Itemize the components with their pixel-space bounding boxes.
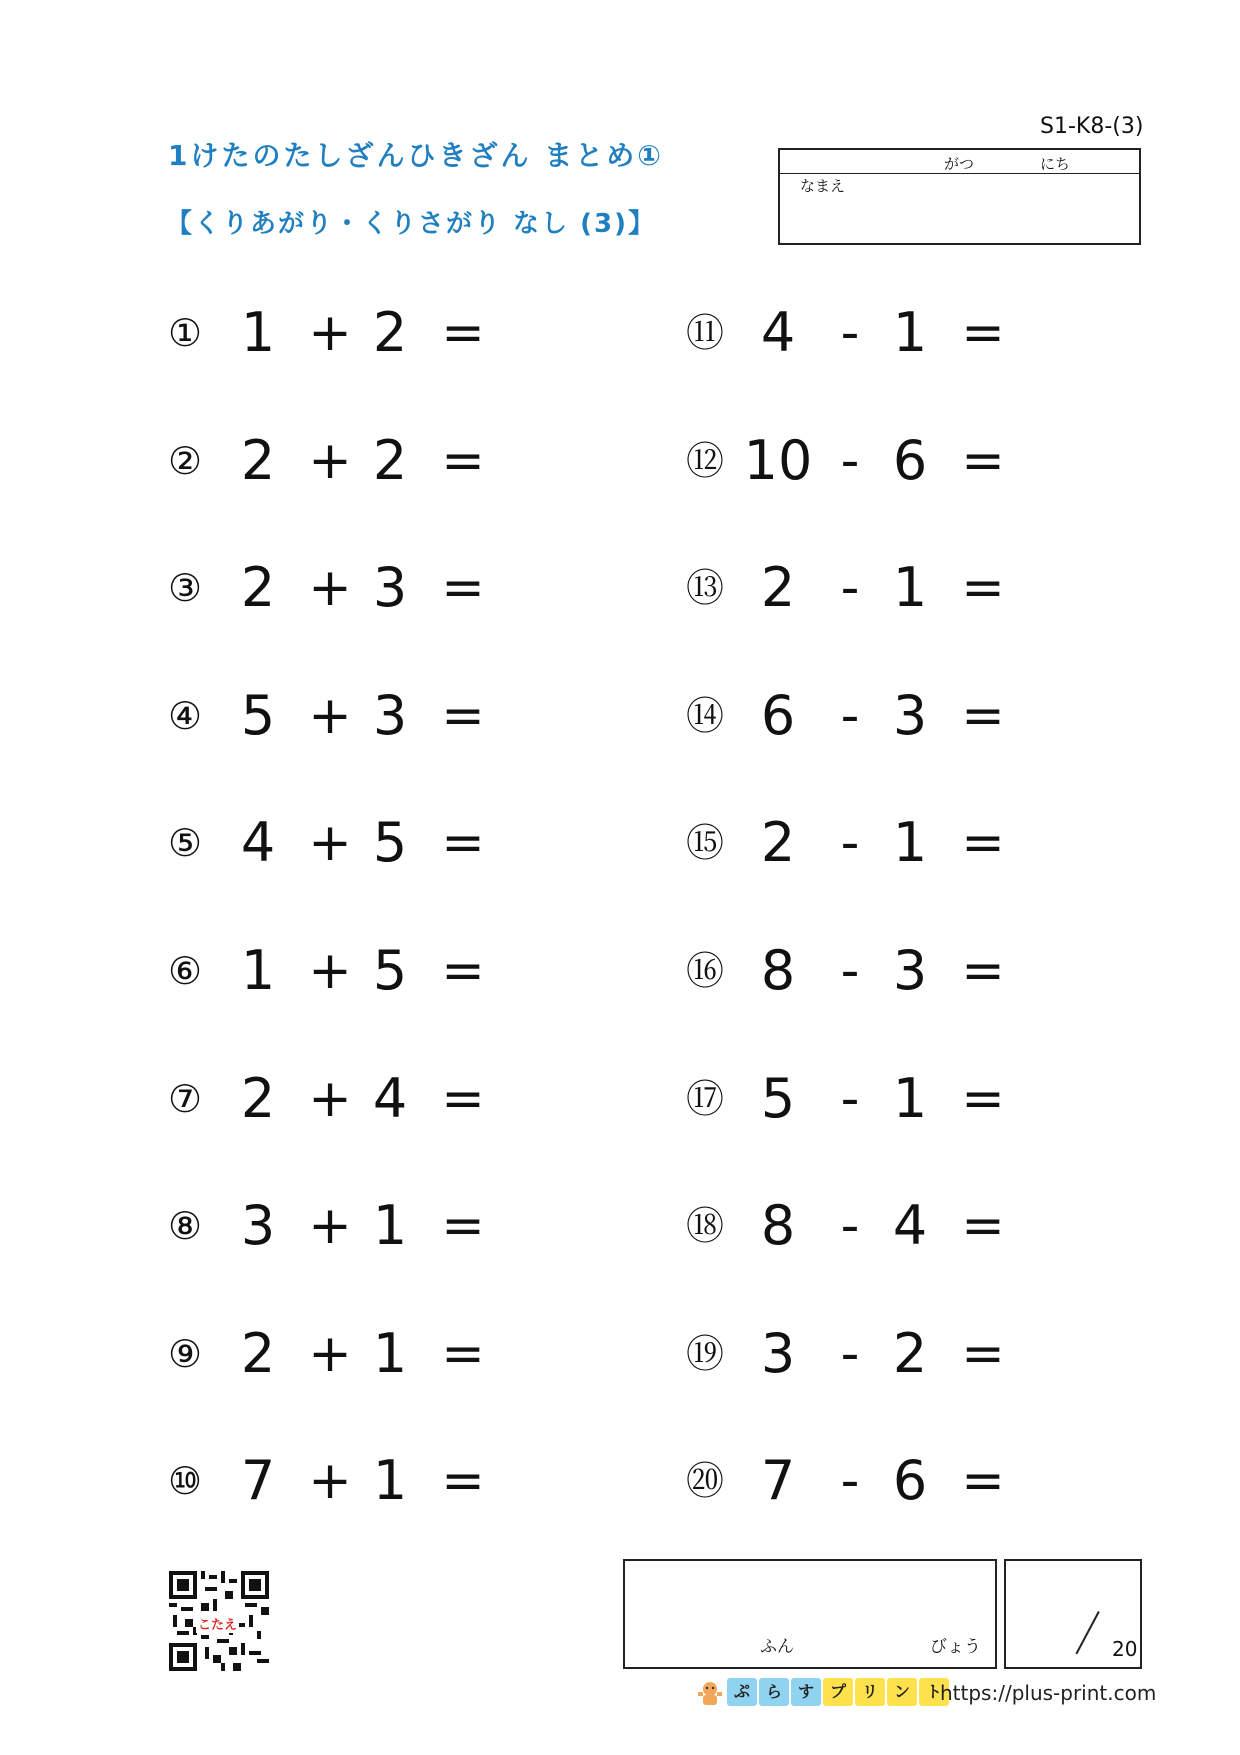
- operand-a: 2: [240, 1321, 276, 1385]
- logo-char: ぷ: [727, 1678, 757, 1706]
- operand-a: 2: [760, 811, 796, 875]
- operator: +: [308, 1068, 352, 1129]
- problem-number: ⑬: [685, 566, 724, 611]
- site-url[interactable]: https://plus-print.com: [940, 1681, 1157, 1705]
- equals-sign: =: [961, 941, 1005, 1001]
- operand-b: 4: [892, 1194, 928, 1258]
- name-date-box[interactable]: [778, 148, 1141, 245]
- logo-char: リ: [855, 1678, 885, 1706]
- operand-b: 4: [372, 1066, 408, 1130]
- equals-sign: =: [961, 430, 1005, 491]
- operand-a: 2: [240, 556, 276, 620]
- problem-number: ⑪: [685, 311, 724, 355]
- equals-sign: =: [961, 1196, 1005, 1257]
- equals-sign: =: [961, 303, 1005, 363]
- equals-sign: =: [441, 430, 485, 491]
- worksheet-subtitle: 【くりあがり・くりさがり なし (3)】: [166, 209, 656, 239]
- operand-a: 4: [760, 301, 796, 364]
- operand-a: 2: [240, 1066, 276, 1130]
- problem-number: ⑫: [685, 438, 724, 483]
- operand-b: 3: [892, 939, 928, 1002]
- problem-number: ①: [167, 311, 203, 355]
- operand-a: 5: [240, 683, 276, 747]
- operator: +: [308, 303, 352, 363]
- operator: -: [840, 430, 860, 491]
- operator: +: [308, 1323, 352, 1384]
- name-label: なまえ: [800, 177, 846, 195]
- operator: +: [308, 430, 352, 491]
- operand-a: 8: [760, 939, 796, 1002]
- equals-sign: =: [441, 1451, 485, 1512]
- equals-sign: =: [441, 1323, 485, 1384]
- operand-b: 3: [372, 683, 408, 747]
- problem-number: ⑯: [685, 949, 724, 993]
- logo-char: す: [791, 1678, 821, 1706]
- problem-number: ⑲: [685, 1331, 724, 1376]
- equals-sign: =: [441, 1196, 485, 1257]
- problem-number: ⑥: [167, 949, 203, 993]
- operand-b: 1: [892, 556, 928, 620]
- operator: +: [308, 813, 352, 874]
- operand-a: 5: [760, 1066, 796, 1130]
- minutes-label: ふん: [760, 1637, 794, 1657]
- operand-b: 2: [372, 428, 408, 492]
- equals-sign: =: [961, 1068, 1005, 1129]
- operand-a: 3: [760, 1321, 796, 1385]
- day-label: にち: [1040, 155, 1071, 173]
- operand-a: 7: [760, 1449, 796, 1513]
- equals-sign: =: [961, 685, 1005, 746]
- operand-b: 3: [892, 683, 928, 747]
- logo-char: ト: [919, 1678, 949, 1706]
- operand-a: 6: [760, 683, 796, 747]
- operand-a: 1: [240, 301, 276, 364]
- problem-number: ⑧: [167, 1204, 203, 1249]
- operand-b: 1: [372, 1194, 408, 1258]
- equals-sign: =: [441, 303, 485, 363]
- operand-a: 1: [240, 939, 276, 1002]
- time-box[interactable]: [623, 1559, 997, 1669]
- operand-b: 2: [892, 1321, 928, 1385]
- problem-number: ⑨: [167, 1331, 203, 1376]
- problem-number: ⑰: [685, 1076, 724, 1121]
- operand-a: 4: [240, 811, 276, 875]
- logo-char: ら: [759, 1678, 789, 1706]
- answer-qr-label: こたえ: [196, 1614, 239, 1633]
- operand-a: 8: [760, 1194, 796, 1258]
- operator: +: [308, 685, 352, 746]
- logo-char: プ: [823, 1678, 853, 1706]
- operand-b: 2: [372, 301, 408, 364]
- mascot-icon: [697, 1680, 723, 1706]
- operator: -: [840, 941, 860, 1001]
- problem-number: ⑳: [685, 1459, 724, 1504]
- operand-b: 1: [372, 1449, 408, 1513]
- operand-a: 2: [240, 428, 276, 492]
- equals-sign: =: [961, 558, 1005, 619]
- problem-number: ⑩: [167, 1459, 203, 1504]
- operand-b: 1: [892, 301, 928, 364]
- operand-a: 2: [760, 556, 796, 620]
- operand-a: 3: [240, 1194, 276, 1258]
- score-slash: [1075, 1611, 1099, 1654]
- operand-b: 6: [892, 1449, 928, 1513]
- problem-number: ⑤: [167, 821, 203, 866]
- operator: -: [840, 685, 860, 746]
- problem-number: ④: [167, 693, 203, 738]
- operand-b: 1: [892, 1066, 928, 1130]
- problem-number: ⑭: [685, 693, 724, 738]
- worksheet-title: 1けたのたしざんひきざん まとめ①: [168, 139, 664, 172]
- logo-char: ン: [887, 1678, 917, 1706]
- equals-sign: =: [441, 558, 485, 619]
- operator: -: [840, 1196, 860, 1257]
- equals-sign: =: [961, 1451, 1005, 1512]
- problem-number: ②: [167, 438, 203, 483]
- equals-sign: =: [441, 685, 485, 746]
- operator: -: [840, 303, 860, 363]
- operand-b: 5: [372, 939, 408, 1002]
- equals-sign: =: [961, 813, 1005, 874]
- operator: -: [840, 1323, 860, 1384]
- worksheet-code: S1-K8-(3): [1040, 114, 1144, 139]
- seconds-label: びょう: [930, 1637, 981, 1657]
- operator: -: [840, 1068, 860, 1129]
- operand-b: 1: [892, 811, 928, 875]
- problem-number: ⑮: [685, 821, 724, 866]
- operator: -: [840, 1451, 860, 1512]
- equals-sign: =: [441, 1068, 485, 1129]
- operand-a: 10: [743, 428, 813, 492]
- equals-sign: =: [441, 813, 485, 874]
- operator: +: [308, 1451, 352, 1512]
- operand-a: 7: [240, 1449, 276, 1513]
- score-box[interactable]: [1004, 1559, 1142, 1669]
- operator: -: [840, 558, 860, 619]
- problem-number: ⑦: [167, 1076, 203, 1121]
- problem-number: ③: [167, 566, 203, 611]
- operator: +: [308, 558, 352, 619]
- operand-b: 3: [372, 556, 408, 620]
- operand-b: 5: [372, 811, 408, 875]
- operand-b: 1: [372, 1321, 408, 1385]
- equals-sign: =: [961, 1323, 1005, 1384]
- problem-number: ⑱: [685, 1204, 724, 1249]
- operator: -: [840, 813, 860, 874]
- score-total: 20: [1112, 1637, 1138, 1661]
- month-label: がつ: [944, 155, 975, 173]
- operator: +: [308, 1196, 352, 1257]
- equals-sign: =: [441, 941, 485, 1001]
- operator: +: [308, 941, 352, 1001]
- operand-b: 6: [892, 428, 928, 492]
